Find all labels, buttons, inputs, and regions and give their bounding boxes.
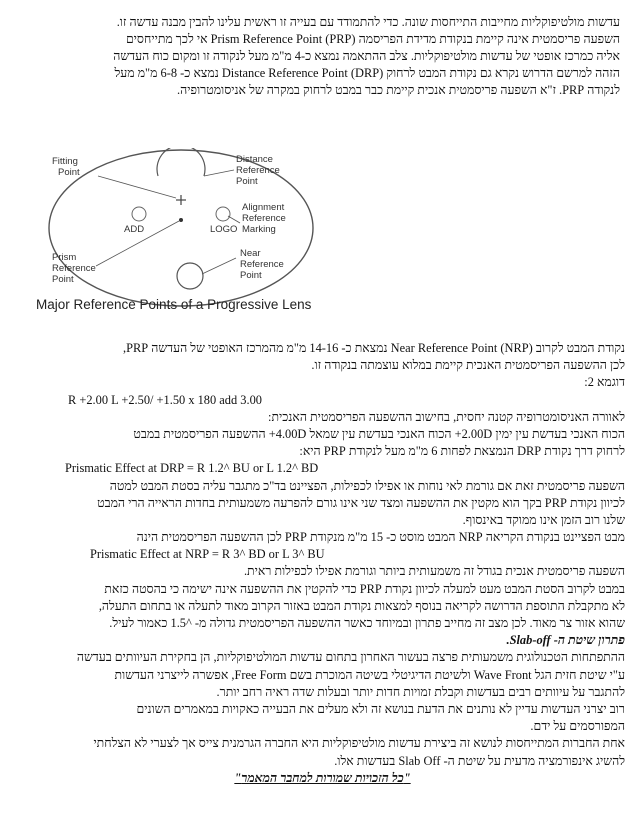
body-line: מבט הפציינט בנקודת הקריאה NRP המבט מוסט כ- 15 מ"מ מנקודת PRP לכן ההשפעה הפריסמטית הינה xyxy=(136,530,625,545)
body-line: להתגבר על עיוותים רבים בעדשות וקבלת זמויות חדות יותר ובעלות שדה ראיה רחב יותר. xyxy=(216,684,625,699)
intro-line: השפעה פריסמטית אינה קיימת בנקודת מדידת הפריסמה Prism Reference Point (PRP) אי לכך מתייחסים xyxy=(125,32,620,46)
body-line: במבט לקרוב הסטת המבט מעט למעלה לכיוון נקודת PRP כדי להקטין את ההשפעה אינה ישימה כי בהסטה כזאת xyxy=(104,581,625,596)
body-line: לא מתקבלת התוספת הדרושה לקריאה בנוסף למצאות נקודת המבט באזור הקרוב מאוד לתעלה או בתחום התעלה, xyxy=(98,598,625,613)
label-alignment-2: Reference xyxy=(242,213,286,224)
label-near-1: Near xyxy=(240,248,261,259)
body-line: נקודת המבט לקרוב Near Reference Point (NRP) נמצאת כ- 14-16 מ"מ מהמרכז האופטי של העדשה PRP, xyxy=(122,341,625,355)
body-line: Prismatic Effect at NRP = R 3^ BD or L 3^ BU xyxy=(90,547,325,562)
body-line: השפעה פריסמטית אנכית בגודל זה משמעותית ביותר וגורמת אפילו לכפילות ראית. xyxy=(243,564,625,579)
body-line: לאוורה האניסומטרופיה קטנה יחסית, בחישוב ההשפעה הפריסמטית האנכית: xyxy=(268,409,625,424)
body-line: ההתפתחות הטכנולוגית משמעותית פרצה בעשור האחרון בתחום עדשות המולטיפוקליות, הן בחקירת העיוותים בעדשה xyxy=(76,650,625,665)
label-prism-2: Reference xyxy=(52,263,96,274)
body-line: לרחוק דרך נקודת DRP הנמצאת לפחות 6 מ"מ מעל לנקודת PRP היא: xyxy=(299,444,625,459)
prism-reference-dot xyxy=(179,218,183,222)
body-line: לכן ההשפעה הפריסמטית האנכית קיימת במלוא עוצמתה בנקודה זו. xyxy=(311,358,625,373)
body-line: שהוא אזור צר מאוד. לכן מצב זה מחייב פתרון ובמיוחד כאשר ההשפעה הפריסמטית גדולה מ- ^1.5 כאמור לעיל. xyxy=(109,616,625,630)
body-text xyxy=(20,340,625,787)
distance-pointer xyxy=(204,170,234,176)
fitting-pointer xyxy=(98,176,176,198)
body-line: "כל הזכויות שמורות למחבר המאמר" xyxy=(234,770,411,785)
figure-caption: Major Reference Points of a Progressive Lens xyxy=(36,297,312,312)
label-alignment-3: Marking xyxy=(242,224,276,235)
body-line: השפעה פריסמטית זאת אם גורמת לאי נוחות או אפילו לכפילות, הפציינט בד"כ מתגבר עליה בסטת המבט למטה xyxy=(109,478,625,493)
label-prism-3: Point xyxy=(52,274,74,285)
intro-paragraph xyxy=(30,14,620,99)
body-line: הכוח האנכי בעדשת עין ימין 2.00D+ הכוח האנכי בעדשת עין שמאל 4.00D+ ההשפעה הפריסמטית במבט xyxy=(133,426,625,441)
alignment-circle-right xyxy=(216,207,230,221)
body-line: פתרון שיטת ה- Slab-off. xyxy=(506,633,625,648)
intro-line: לנקודה PRP. ז"א השפעה פריסמטית אנכית קיימת כבר במבט לרחוק במקרה של אניסומטרופיה. xyxy=(177,83,620,97)
body-line: R +2.00 L +2.50/ +1.50 x 180 add 3.00 xyxy=(68,392,262,407)
body-line: להשיג אינפורמציה מדעית על שיטת ה- Slab Off בעדשות אלו. xyxy=(334,753,625,768)
body-line: דוגמא 2: xyxy=(584,375,625,390)
near-reference-circle xyxy=(177,263,203,289)
body-line: רוב יצרני העדשות עדיין לא נותנים את הדעת בנושא זה ולא מעלים את הבעייה כאקויות במאמרים השונים xyxy=(136,701,625,716)
body-line: ע"י שיטת חזית הגל Wave Front ולשיטת הדיגיטלי בשיטה המוכרת בשם Free Form, אפשרה לייצרני העדשות xyxy=(114,667,625,682)
label-distance-1: Distance xyxy=(236,154,273,165)
alignment-circle-left xyxy=(132,207,146,221)
label-add: ADD xyxy=(124,224,145,235)
body-line: שלנו רוב הזמן אינו ממוקד באינסוף. xyxy=(462,512,625,527)
label-near-2: Reference xyxy=(240,259,284,270)
label-logo: LOGO xyxy=(210,224,238,235)
label-alignment-1: Alignment xyxy=(242,202,285,213)
near-pointer xyxy=(202,258,236,274)
label-distance-2: Reference xyxy=(236,165,280,176)
label-fitting-1: Fitting xyxy=(52,156,78,167)
label-near-3: Point xyxy=(240,270,262,281)
label-distance-3: Point xyxy=(236,176,258,187)
body-line: לכיוון נקודת PRP בקך הוא מקטין את ההשפעה ומצד שני אינו גורם להפרעה משמעותית בחדות הראייה הרי המבט xyxy=(97,495,625,510)
distance-reference-arc xyxy=(157,148,205,176)
body-line: המפורסמים על ידם. xyxy=(530,719,625,734)
alignment-pointer xyxy=(228,216,240,223)
body-line: אחת החברות המתייחסות לנושא זה ביצירת עדשות מולטיפוקליות היא החברה הגרמנית צייס אך לצערי לא הצלחתי xyxy=(93,736,625,751)
label-fitting-2: Point xyxy=(58,167,80,178)
label-prism-1: Prism xyxy=(52,252,77,263)
intro-line: הזהה למרשם הדרוש נקרא גם נקודת המבט לרחוק Distance Reference Point (DRP) נמצא כ- 6-8 מ"מ מעל xyxy=(114,66,620,80)
intro-line: אליה כמרכז אופטי של עדשות מולטיפוקליות. צלב ההתאמה נמצא כ-4 מ"מ מעל לנקודה זו ומקום כוח העדשה xyxy=(113,49,620,63)
intro-line: עדשות מולטיפוקליות מחייבות התייחסות שונה. כדי להתמודד עם בעייה זו ראשית עלינו להבין מבנה עדשה זו. xyxy=(116,15,620,29)
body-line: Prismatic Effect at DRP = R 1.2^ BU or L 1.2^ BD xyxy=(65,461,319,476)
